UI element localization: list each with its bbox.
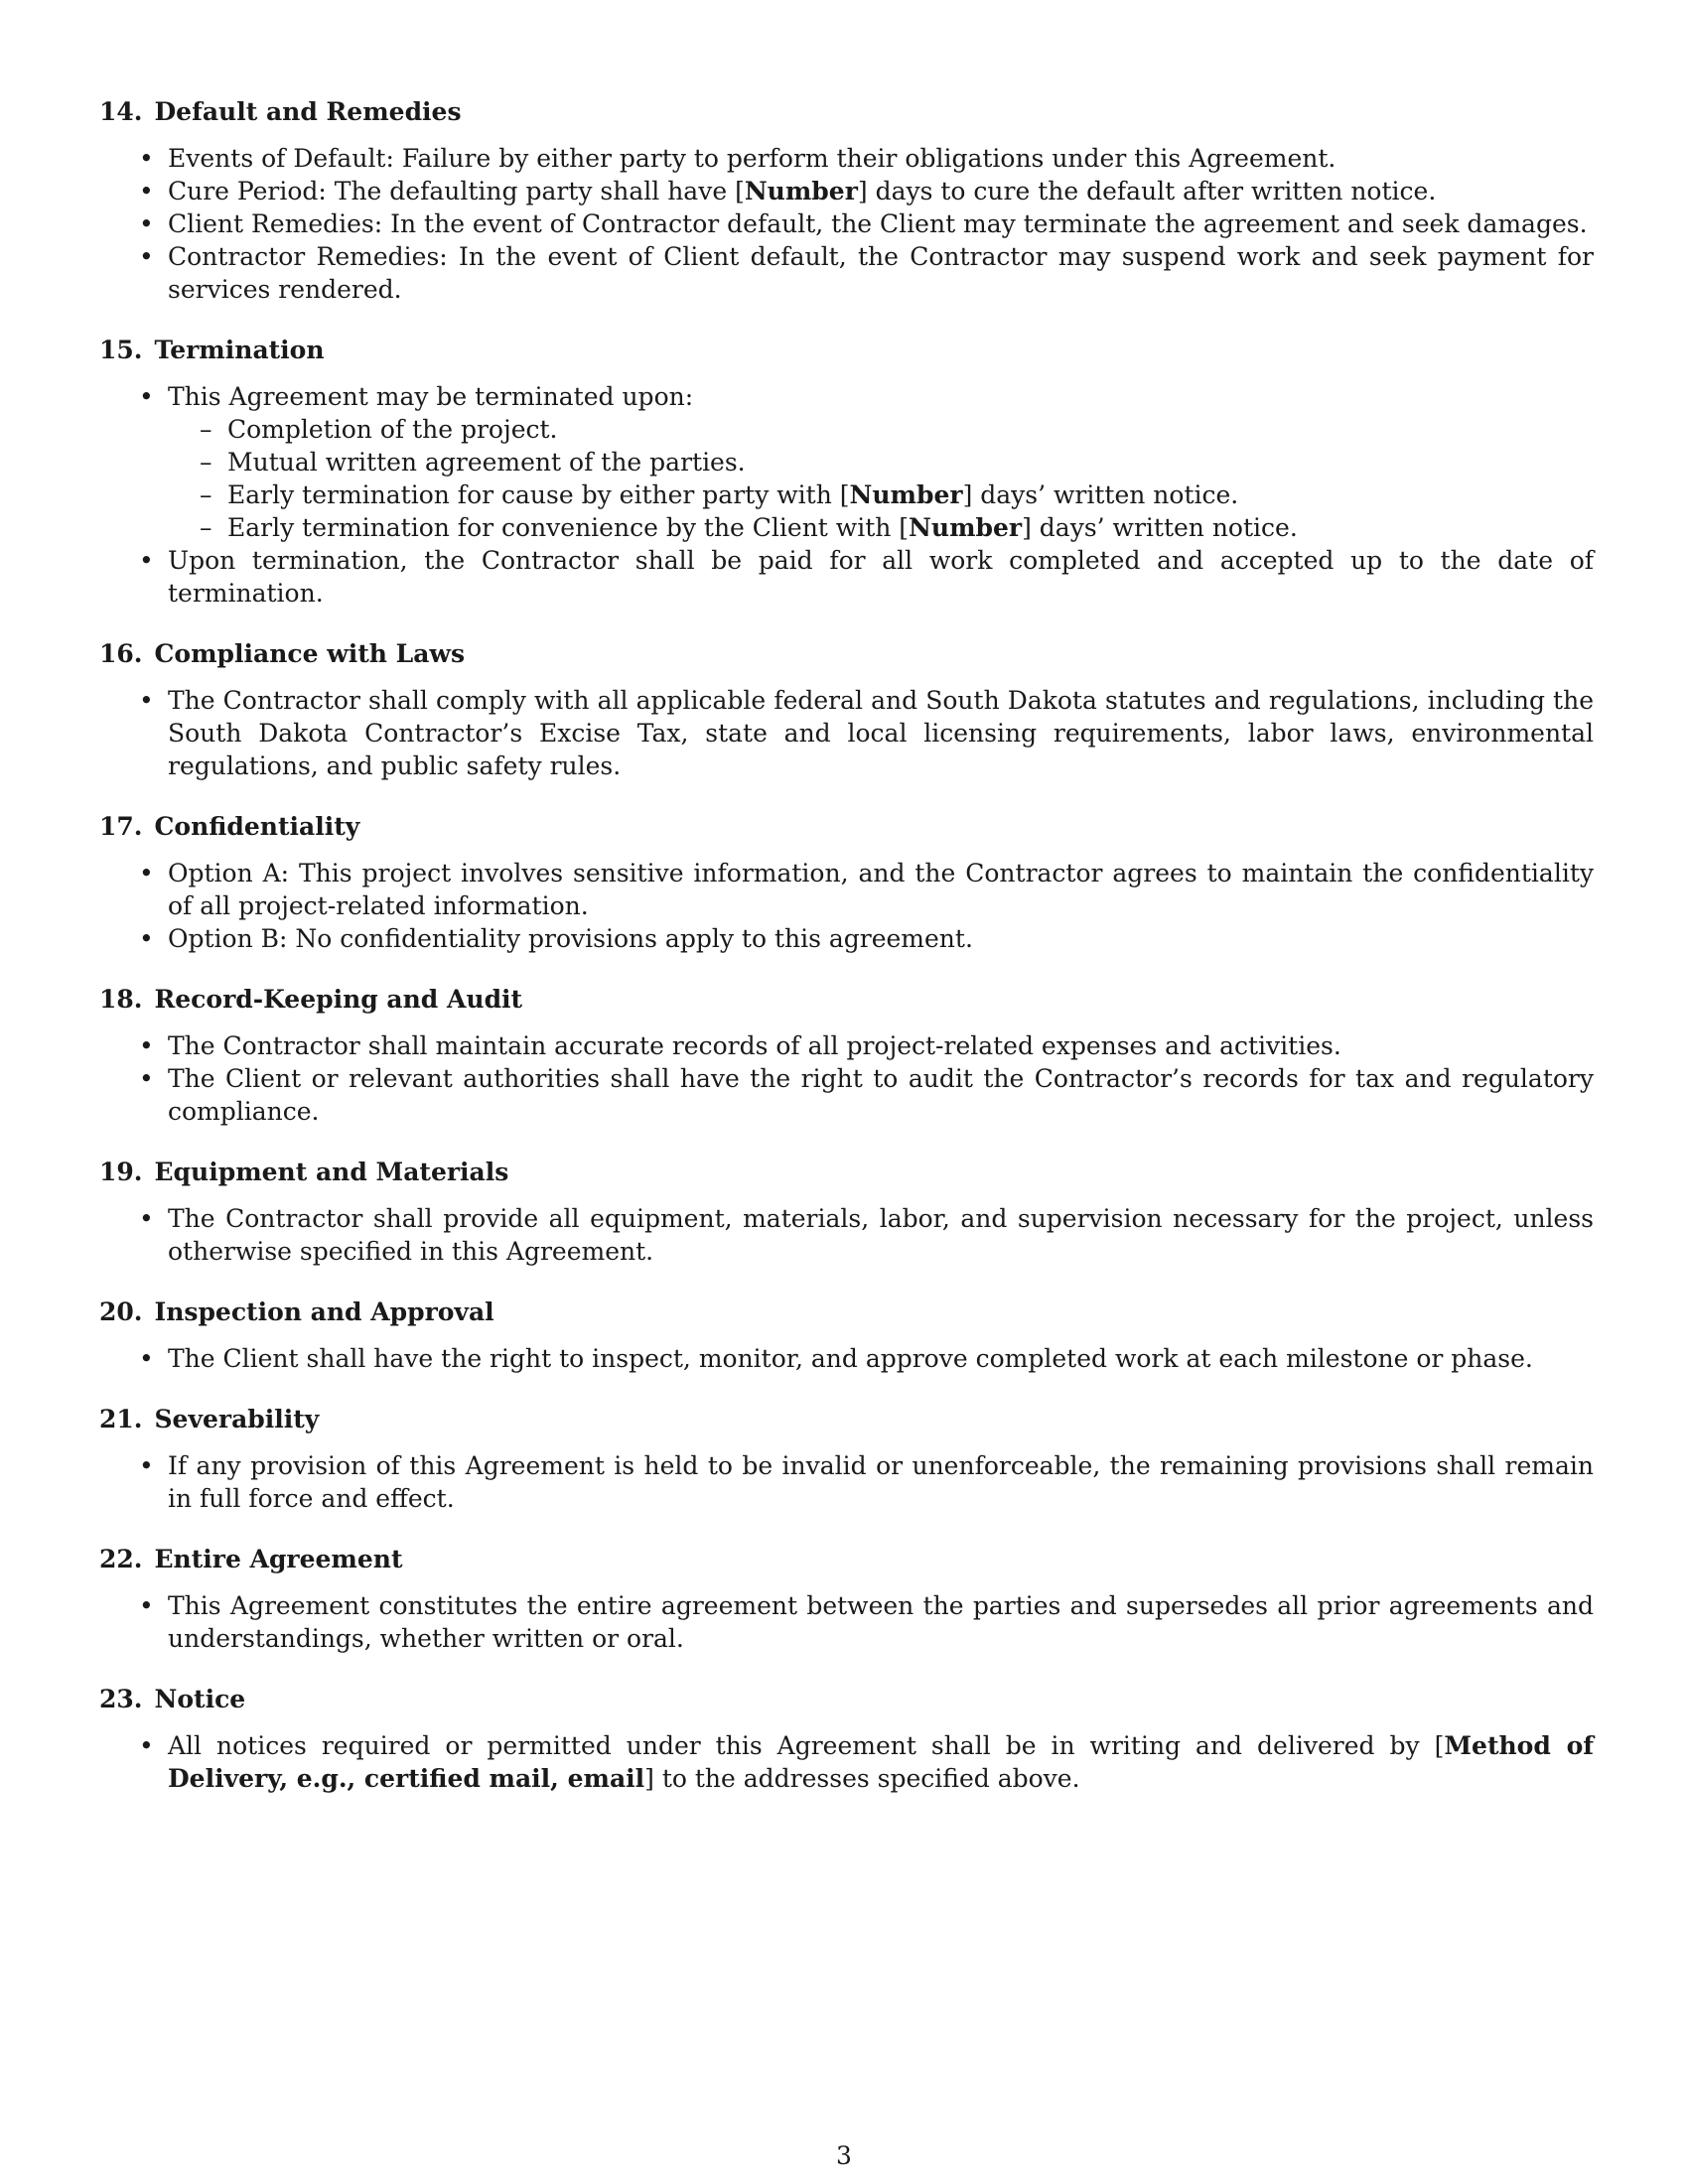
text-run: The Client or relevant authorities shall have the right to audit the Contractor’s records for tax and regulatory compliance. — [168, 1064, 1594, 1126]
text-run: Contractor Remedies: In the event of Client default, the Contractor may suspend work and seek payment for services rendered. — [168, 242, 1594, 304]
section-number: 17. — [99, 812, 143, 841]
section-heading — [99, 1683, 1594, 1715]
section-title: Record-Keeping and Audit — [154, 985, 523, 1014]
list-item — [99, 175, 1594, 207]
text-run: If any provision of this Agreement is held to be invalid or unenforceable, the remaining provisions shall remain in full force and effect. — [168, 1451, 1594, 1513]
bullet-list — [99, 1029, 1594, 1128]
text-run: Client Remedies: In the event of Contractor default, the Client may terminate the agreement and seek damages. — [168, 209, 1588, 238]
section-number: 18. — [99, 985, 143, 1014]
list-item — [99, 1342, 1594, 1375]
section-title: Compliance with Laws — [154, 639, 466, 668]
sub-list-item — [168, 413, 1594, 446]
placeholder-field: Number — [909, 513, 1023, 542]
section-heading — [99, 1403, 1594, 1435]
section — [99, 1403, 1594, 1515]
section-title: Termination — [154, 336, 325, 364]
text-run: This Agreement constitutes the entire agreement between the parties and supersedes all prior agreements and understandings, whether written or oral. — [168, 1591, 1594, 1653]
text-run: The Client shall have the right to inspect, monitor, and approve completed work at each milestone or phase. — [168, 1344, 1533, 1373]
section-title: Default and Remedies — [154, 97, 462, 126]
text-run: All notices required or permitted under this Agreement shall be in writing and delivered by [ — [168, 1731, 1445, 1760]
text-run: The Contractor shall provide all equipment, materials, labor, and supervision necessary for the project, unless otherwise specified in this Agreement. — [168, 1204, 1594, 1266]
section-number: 20. — [99, 1297, 143, 1326]
text-run: Early termination for cause by either party with [ — [227, 480, 850, 509]
section — [99, 334, 1594, 610]
sections-list — [99, 95, 1594, 1795]
section-title: Entire Agreement — [154, 1545, 403, 1573]
sub-list-item — [168, 511, 1594, 544]
section-heading — [99, 1156, 1594, 1188]
list-item — [99, 1062, 1594, 1128]
text-run: ] days’ written notice. — [1022, 513, 1298, 542]
section — [99, 637, 1594, 782]
list-item — [99, 857, 1594, 922]
text-run: Cure Period: The defaulting party shall have [ — [168, 177, 745, 205]
section-heading — [99, 983, 1594, 1016]
text-run: This Agreement may be terminated upon: — [168, 382, 694, 411]
bullet-list — [99, 380, 1594, 610]
text-run: Events of Default: Failure by either party to perform their obligations under this Agreement. — [168, 144, 1336, 173]
document-page — [99, 95, 1594, 1823]
section-title: Equipment and Materials — [154, 1158, 509, 1186]
placeholder-field: Number — [744, 177, 858, 205]
section-title: Severability — [154, 1405, 320, 1433]
list-item — [99, 1449, 1594, 1515]
section-number: 23. — [99, 1685, 143, 1713]
text-run: Completion of the project. — [227, 415, 558, 444]
text-run: Early termination for convenience by the Client with [ — [227, 513, 910, 542]
section — [99, 1543, 1594, 1655]
list-item — [99, 544, 1594, 610]
list-item — [99, 207, 1594, 240]
list-item — [99, 380, 1594, 544]
list-item — [99, 1589, 1594, 1655]
section — [99, 1156, 1594, 1268]
section-heading — [99, 1296, 1594, 1328]
section-heading — [99, 334, 1594, 366]
list-item — [99, 1029, 1594, 1062]
section-title: Confidentiality — [154, 812, 360, 841]
bullet-list — [99, 142, 1594, 306]
text-run: Mutual written agreement of the parties. — [227, 448, 746, 477]
page-number: 3 — [836, 2141, 852, 2170]
text-run: ] days’ written notice. — [962, 480, 1239, 509]
text-run: Upon termination, the Contractor shall be paid for all work completed and accepted up to the date of termination. — [168, 546, 1594, 608]
list-item — [99, 922, 1594, 955]
sub-list-item — [168, 446, 1594, 478]
text-run: ] days to cure the default after written notice. — [857, 177, 1437, 205]
section-heading — [99, 637, 1594, 670]
list-item — [99, 142, 1594, 175]
sub-list — [168, 413, 1594, 544]
section — [99, 1296, 1594, 1375]
text-run: Option A: This project involves sensitive information, and the Contractor agrees to maintain the confidentiality of all project-related information. — [168, 859, 1594, 920]
section — [99, 1683, 1594, 1795]
text-run: The Contractor shall comply with all applicable federal and South Dakota statutes and regulations, including the South Dakota Contractor’s Excise Tax, state and local licensing requirements, labor laws, environmental regulations, and public safety rules. — [168, 686, 1594, 780]
section-heading — [99, 1543, 1594, 1575]
section — [99, 95, 1594, 306]
section-heading — [99, 95, 1594, 128]
sub-list-item — [168, 478, 1594, 511]
text-run: ] to the addresses specified above. — [644, 1764, 1080, 1793]
text-run: The Contractor shall maintain accurate records of all project-related expenses and activities. — [168, 1031, 1341, 1060]
list-item — [99, 684, 1594, 782]
list-item — [99, 1202, 1594, 1268]
section-number: 22. — [99, 1545, 143, 1573]
section-title: Notice — [154, 1685, 246, 1713]
section — [99, 810, 1594, 955]
text-run: Option B: No confidentiality provisions apply to this agreement. — [168, 924, 973, 953]
bullet-list — [99, 684, 1594, 782]
list-item — [99, 1729, 1594, 1795]
list-item — [99, 240, 1594, 306]
placeholder-field: Method of Delivery, e.g., certified mail, email — [168, 1731, 1594, 1793]
bullet-list — [99, 1342, 1594, 1375]
placeholder-field: Number — [849, 480, 963, 509]
section-number: 16. — [99, 639, 143, 668]
section — [99, 983, 1594, 1128]
section-number: 19. — [99, 1158, 143, 1186]
bullet-list — [99, 1729, 1594, 1795]
bullet-list — [99, 857, 1594, 955]
section-number: 21. — [99, 1405, 143, 1433]
bullet-list — [99, 1449, 1594, 1515]
bullet-list — [99, 1202, 1594, 1268]
section-number: 15. — [99, 336, 143, 364]
bullet-list — [99, 1589, 1594, 1655]
section-title: Inspection and Approval — [154, 1297, 494, 1326]
section-number: 14. — [99, 97, 143, 126]
section-heading — [99, 810, 1594, 843]
